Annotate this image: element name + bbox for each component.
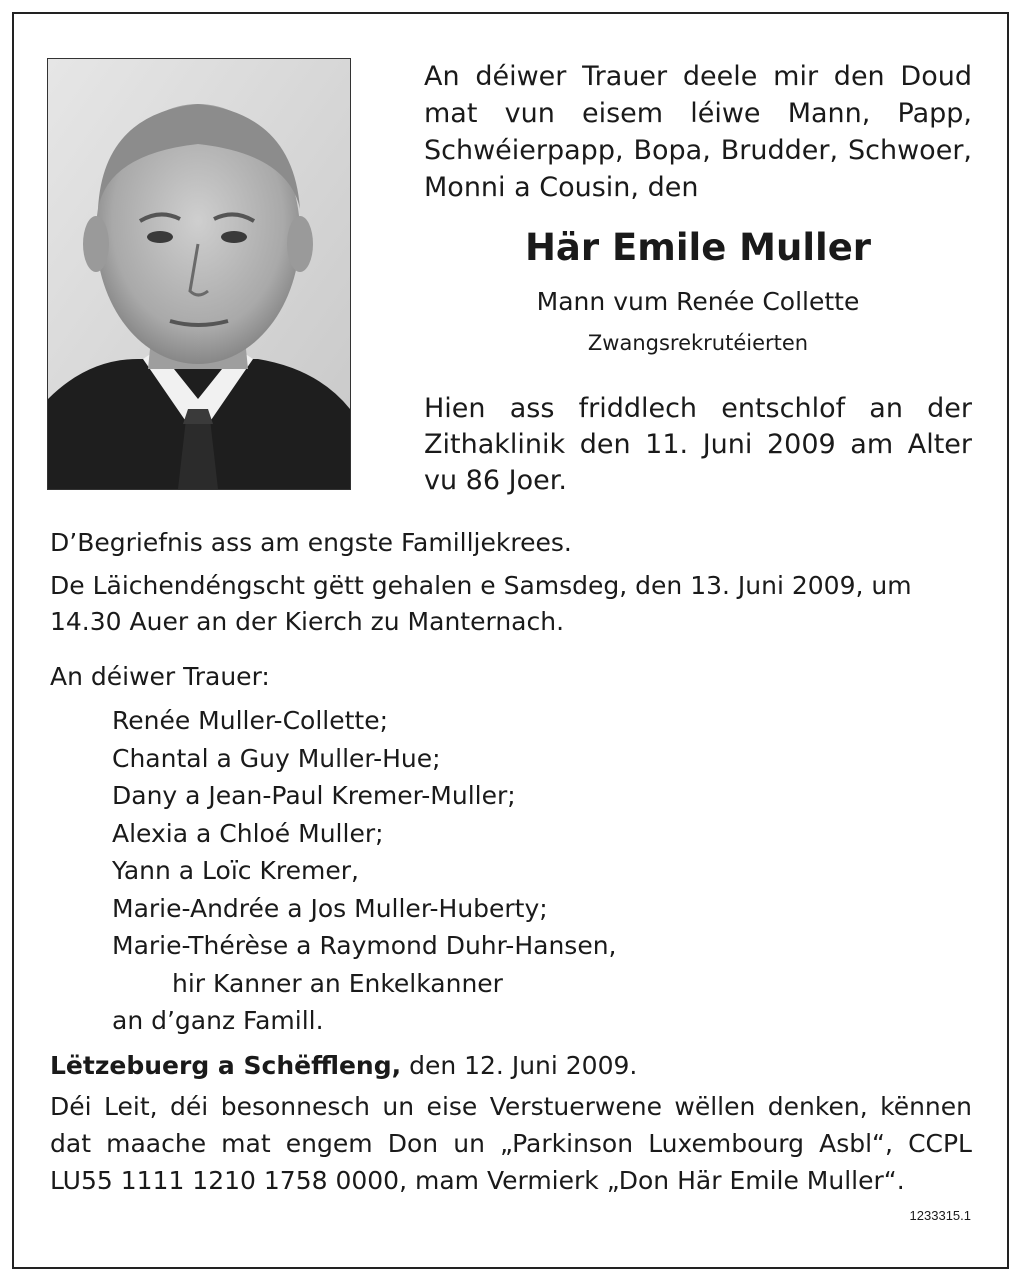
mourner-item: Chantal a Guy Muller-Hue; <box>112 743 441 773</box>
place-date-line <box>50 1048 637 1084</box>
funeral-text: D’Begriefnis ass am engste Familljekrees. <box>50 528 572 557</box>
death-notice: Hien ass friddlech entschlof an der Zithaklinik den 11. Juni 2009 am Alter vu 86 Joer. <box>424 393 972 496</box>
donation-text: Déi Leit, déi besonnesch un eise Verstuerwene wëllen denken, kënnen dat maache mat engem Don un „Parkinson Luxembourg Asbl“, CCPL LU55 1111 1210 1758 0000, mam Vermierk „Don Här Emile Muller“. <box>50 1092 972 1195</box>
mourner-item: Dany a Jean-Paul Kremer-Muller; <box>112 781 516 810</box>
mourner-item: Yann a Loïc Kremer, <box>112 856 359 885</box>
intro-text: An déiwer Trauer deele mir den Doud mat vun eisem léiwe Mann, Papp, Schwéierpapp, Bopa, Brudder, Schwoer, Monni a Cousin, den <box>424 61 972 203</box>
mourner-item: hir Kanner an Enkelkanner <box>172 968 503 998</box>
deceased-name: Här Emile Muller <box>524 226 872 269</box>
mourner-item: Alexia a Chloé Muller; <box>112 818 384 848</box>
portrait-illustration <box>48 59 350 489</box>
place-name: Lëtzebuerg a Schëffleng, <box>50 1051 402 1080</box>
mourner-item: an d’ganz Famill. <box>112 1006 324 1035</box>
mourners-heading: An déiwer Trauer: <box>50 662 270 691</box>
reference-number: 1233315.1 <box>909 1208 971 1223</box>
notice-date: den 12. Juni 2009. <box>401 1051 638 1080</box>
mourner-item: Marie-Thérèse a Raymond Duhr-Hansen, <box>112 931 617 960</box>
spouse-line: Mann vum Renée Collette <box>536 287 860 316</box>
status-line: Zwangsrekrutéierten <box>587 331 809 355</box>
memorial-service-text: De Läichendéngscht gëtt gehalen e Samsdeg, den 13. Juni 2009, um 14.30 Auer an der Kierch zu Manternach. <box>50 571 912 636</box>
mourner-item: Marie-Andrée a Jos Muller-Huberty; <box>112 893 548 923</box>
mourner-item: Renée Muller-Collette; <box>112 706 389 735</box>
portrait-photo <box>47 58 351 490</box>
mourners-list <box>112 702 617 1040</box>
